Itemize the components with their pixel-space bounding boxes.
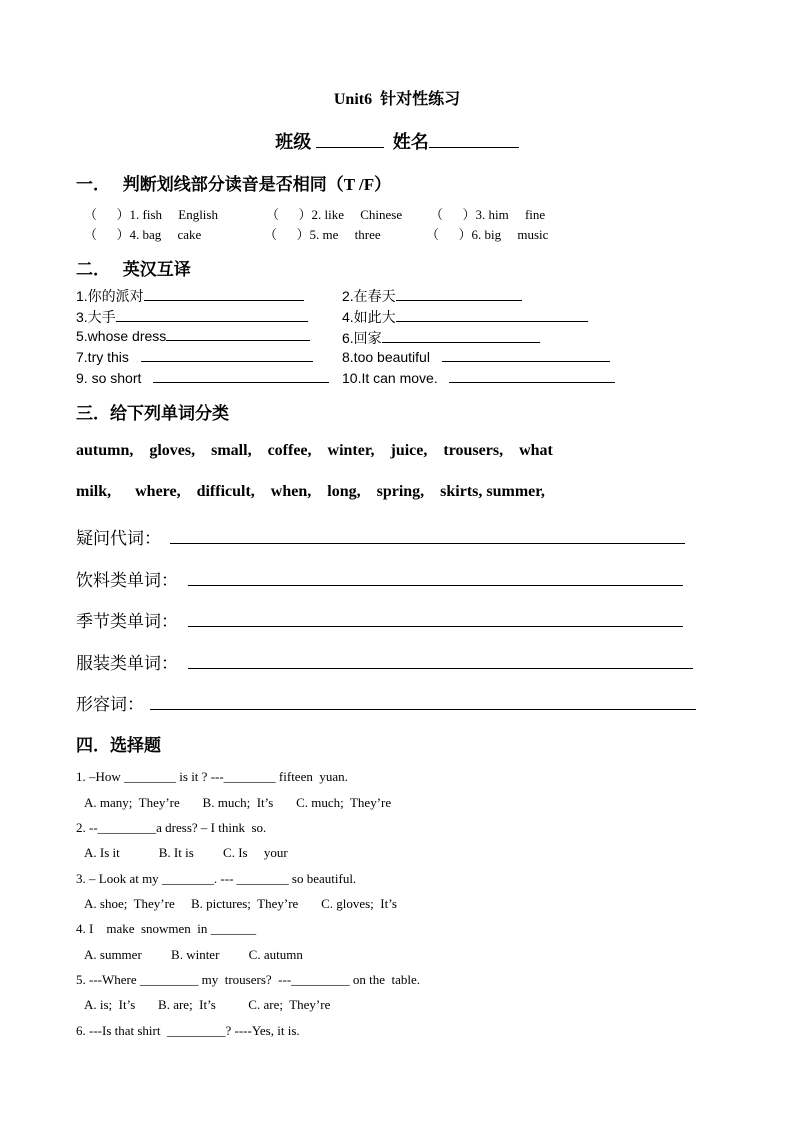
s2-item-9: 9. so short: [76, 370, 329, 386]
category-drinks: 饮料类单词：: [76, 571, 178, 591]
category-adjectives: 形容词：: [76, 695, 144, 715]
category-answer-line[interactable]: [170, 543, 685, 544]
section4-heading: 四．选择题: [76, 736, 161, 755]
answer-blank[interactable]: [382, 330, 540, 343]
s1-row1-col3: （ ）3. him fine: [430, 207, 546, 222]
question-5-options: A. is; It’s B. are; It’s C. are; They’re: [84, 997, 331, 1012]
s2-item-6: 6.回家: [342, 328, 540, 348]
category-seasons: 季节类单词：: [76, 612, 178, 632]
s2-item-2: 2.在春天: [342, 286, 522, 306]
s2-item-8: 8.too beautiful: [342, 349, 610, 365]
category-clothes: 服装类单词：: [76, 654, 178, 674]
question-1-options: A. many; They’re B. much; It’s C. much; They’re: [84, 795, 392, 810]
s2-item-10: 10.It can move.: [342, 370, 615, 386]
question-2: 2. --_________a dress? – I think so.: [76, 820, 267, 835]
section2-heading: 二． 英汉互译: [76, 260, 191, 279]
answer-blank[interactable]: [166, 328, 310, 341]
answer-blank[interactable]: [153, 370, 329, 383]
s2-item-4: 4.如此大: [342, 307, 588, 327]
category-answer-line[interactable]: [150, 709, 696, 710]
answer-blank[interactable]: [442, 349, 610, 362]
category-answer-line[interactable]: [188, 585, 683, 586]
question-3-options: A. shoe; They’re B. pictures; They’re C. gloves; It’s: [84, 896, 397, 911]
s2-item-1: 1.你的派对: [76, 286, 304, 306]
category-answer-line[interactable]: [188, 626, 683, 627]
name-blank[interactable]: [429, 135, 519, 148]
question-2-options: A. Is it B. It is C. Is your: [84, 845, 288, 860]
question-1: 1. –How ________ is it ? ---________ fifteen yuan.: [76, 769, 348, 784]
word-list-line1: autumn, gloves, small, coffee, winter, juice, trousers, what: [76, 442, 553, 459]
s2-item-7: 7.try this: [76, 349, 313, 365]
s1-row2-col3: （ ）6. big music: [426, 227, 549, 242]
class-blank[interactable]: [316, 135, 384, 148]
category-answer-line[interactable]: [188, 668, 693, 669]
word-list-line2: milk, where, difficult, when, long, spring, skirts, summer,: [76, 483, 545, 500]
answer-blank[interactable]: [141, 349, 313, 362]
s1-row2-col1: （ ）4. bag cake: [84, 227, 202, 242]
class-label: 班级: [275, 132, 312, 152]
question-4: 4. I make snowmen in _______: [76, 921, 257, 936]
answer-blank[interactable]: [396, 288, 522, 301]
s2-item-5: 5.whose dress: [76, 328, 310, 344]
question-6: 6. ---Is that shirt _________? ----Yes, it is.: [76, 1023, 300, 1038]
question-4-options: A. summer B. winter C. autumn: [84, 947, 303, 962]
question-5: 5. ---Where _________ my trousers? ---_________ on the table.: [76, 972, 421, 987]
question-3: 3. – Look at my ________. --- ________ so beautiful.: [76, 871, 357, 886]
answer-blank[interactable]: [144, 288, 304, 301]
section1-heading: 一． 判断划线部分读音是否相同（T /F）: [76, 175, 392, 194]
answer-blank[interactable]: [449, 370, 615, 383]
category-question-words: 疑问代词：: [76, 529, 161, 549]
name-label: 姓名: [392, 132, 429, 152]
s1-row2-col2: （ ）5. me three: [264, 227, 381, 242]
section3-heading: 三．给下列单词分类: [76, 404, 229, 423]
s1-row1-col1: （ ）1. fish English: [84, 207, 218, 222]
answer-blank[interactable]: [396, 309, 588, 322]
s2-item-3: 3.大手: [76, 307, 308, 327]
class-name-line: [0, 128, 794, 154]
answer-blank[interactable]: [116, 309, 308, 322]
page-title: Unit6 针对性练习: [333, 91, 461, 108]
s1-row1-col2: （ ）2. like Chinese: [266, 207, 403, 222]
